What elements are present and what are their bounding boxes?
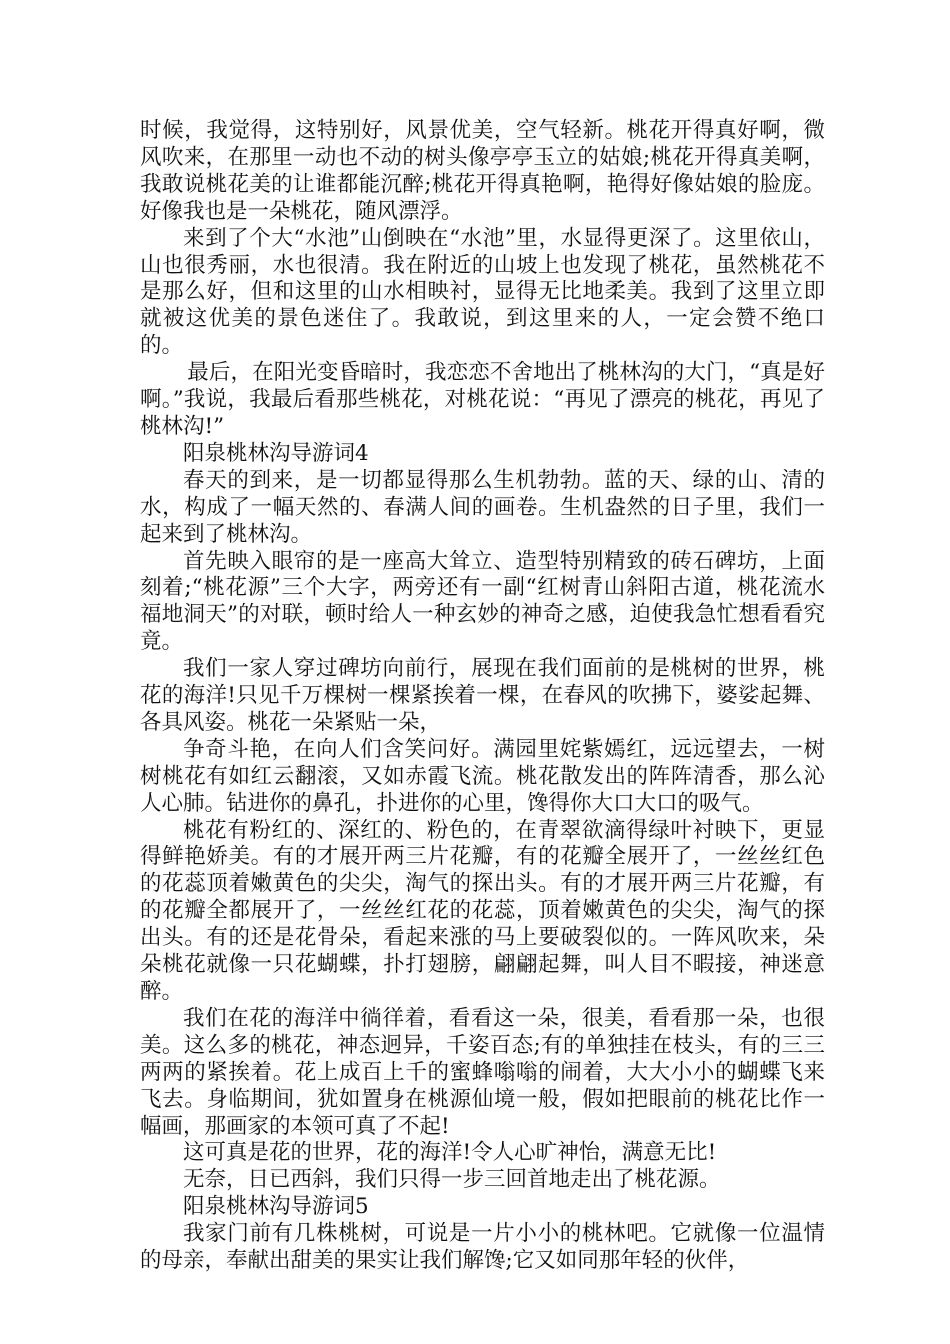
paragraph-5: 首先映入眼帘的是一座高大耸立、造型特别精致的砖石碑坊，上面刻着;“桃花源”三个大字，两旁还有一副“红树青山斜阳古道，桃花流水福地洞天”的对联，顿时给人一种玄妙的神奇之感，迫使我急忙想看看究竟。 <box>140 548 825 655</box>
paragraph-3: 最后，在阳光变昏暗时，我恋恋不舍地出了桃林沟的大门，“真是好啊。”我说，我最后看那些桃花，对桃花说：“再见了漂亮的桃花，再见了桃林沟!” <box>140 360 825 439</box>
section-heading-5: 阳泉桃林沟导游词5 <box>183 1194 369 1220</box>
paragraph-12: 我家门前有几株桃树，可说是一片小小的桃林吧。它就像一位温情的母亲，奉献出甜美的果实让我们解馋;它又如同那年轻的伙伴， <box>140 1221 825 1274</box>
paragraph-6: 我们一家人穿过碑坊向前行，展现在我们面前的是桃树的世界，桃花的海洋!只见千万棵树一棵紧挨着一棵，在春风的吹拂下，婆娑起舞、各具风姿。桃花一朵紧贴一朵， <box>140 656 825 735</box>
paragraph-7: 争奇斗艳，在向人们含笑问好。满园里姹紫嫣红，远远望去，一树树桃花有如红云翻滚，又如赤霞飞流。桃花散发出的阵阵清香，那么沁人心肺。钻进你的鼻孔，扑进你的心里，馋得你大口大口的吸气。 <box>140 736 825 816</box>
paragraph-11: 无奈，日已西斜，我们只得一步三回首地走出了桃花源。 <box>183 1167 721 1193</box>
document-page <box>140 118 825 1275</box>
paragraph-4: 春天的到来，是一切都显得那么生机勃勃。蓝的天、绿的山、清的水，构成了一幅天然的、春满人间的画卷。生机盎然的日子里，我们一起来到了桃林沟。 <box>140 467 825 547</box>
paragraph-10: 这可真是花的世界，花的海洋!令人心旷神怡，满意无比! <box>183 1140 717 1166</box>
paragraph-9: 我们在花的海洋中徜徉着，看看这一朵，很美，看看那一朵，也很美。这么多的桃花，神态迥异，千姿百态;有的单独挂在枝头，有的三三两两的紧挨着。花上成百上千的蜜蜂嗡嗡的闹着，大大小小的蝴蝶飞来飞去。身临期间，犹如置身在桃源仙境一般，假如把眼前的桃花比作一幅画，那画家的本领可真了不起! <box>140 1005 825 1139</box>
section-heading-4: 阳泉桃林沟导游词4 <box>183 440 369 466</box>
paragraph-8: 桃花有粉红的、深红的、粉色的，在青翠欲滴得绿叶衬映下，更显得鲜艳娇美。有的才展开两三片花瓣，有的花瓣全展开了，一丝丝红色的花蕊顶着嫩黄色的尖尖，淘气的探出头。有的才展开两三片花瓣，有的花瓣全都展开了，一丝丝红花的花蕊，顶着嫩黄色的尖尖，淘气的探出头。有的还是花骨朵，看起来涨的马上要破裂似的。一阵风吹来，朵朵桃花就像一只花蝴蝶，扑打翅膀，翩翩起舞，叫人目不暇接，神迷意醉。 <box>140 817 825 1004</box>
paragraph-2: 来到了个大“水池”山倒映在“水池”里，水显得更深了。这里依山，山也很秀丽，水也很清。我在附近的山坡上也发现了桃花，虽然桃花不是那么好，但和这里的山水相映衬，显得无比地柔美。我到了这里立即就被这优美的景色迷住了。我敢说，到这里来的人，一定会赞不绝口的。 <box>140 225 825 359</box>
paragraph-1: 时候，我觉得，这特别好，风景优美，空气轻新。桃花开得真好啊，微风吹来，在那里一动也不动的树头像亭亭玉立的姑娘;桃花开得真美啊，我敢说桃花美的让谁都能沉醉;桃花开得真艳啊，艳得好像姑娘的脸庞。好像我也是一朵桃花，随风漂浮。 <box>140 118 825 224</box>
